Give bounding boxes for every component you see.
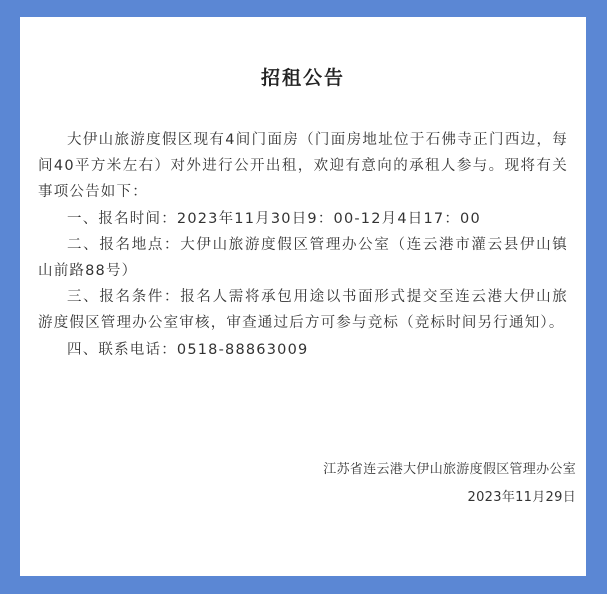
intro-paragraph: 大伊山旅游度假区现有4间门面房（门面房地址位于石佛寺正门西边，每间40平方米左右）对外进行公开出租，欢迎有意向的承租人参与。现将有关事项公告如下： [38,132,568,201]
notice-title: 招租公告 [260,67,345,89]
notice-sheet [20,17,586,576]
issue-date: 2023年11月29日 [467,490,576,505]
issuer-name: 江苏省连云港大伊山旅游度假区管理办公室 [323,462,576,477]
registration-conditions: 三、报名条件：报名人需将承包用途以书面形式提交至连云港大伊山旅游度假区管理办公室审核，审查通过后方可参与竞标（竞标时间另行通知）。 [38,289,568,332]
signoff [323,456,576,512]
registration-time: 一、报名时间：2023年11月30日9：00-12月4日17：00 [67,210,481,227]
notice-body [38,127,568,363]
registration-location: 二、报名地点：大伊山旅游度假区管理办公室（连云港市灌云县伊山镇山前路88号） [38,236,568,280]
contact-phone: 四、联系电话：0518-88863009 [67,341,309,358]
